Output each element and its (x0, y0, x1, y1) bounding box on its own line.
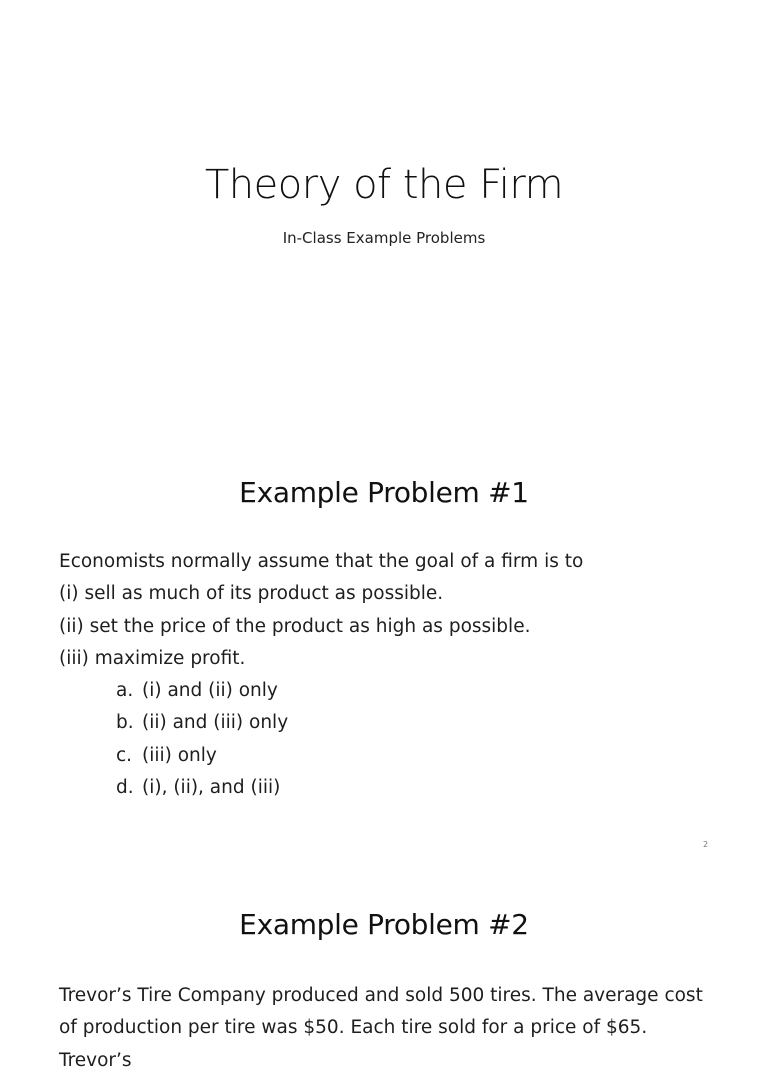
question-paragraph: Trevor’s Tire Company produced and sold 500 tires. The average cost of production per tire was $50. Each tire sold for a price of $65. Trevor’s (59, 985, 703, 1071)
answer-option-a (116, 675, 719, 707)
question-block (59, 546, 719, 804)
question-line: (i) sell as much of its product as possible. (59, 583, 444, 605)
page-number: 2 (703, 840, 709, 849)
option-text: (ii) and (iii) only (142, 712, 289, 734)
question-line: (ii) set the price of the product as high as possible. (59, 615, 531, 637)
slide-heading: Example Problem #2 (239, 908, 529, 941)
answer-option-d (116, 772, 719, 804)
option-letter: d. (116, 777, 134, 799)
example-problem-1-slide (0, 430, 768, 862)
question-block (59, 980, 719, 1077)
option-text: (i) and (ii) only (142, 680, 278, 702)
question-line: Economists normally assume that the goal of a firm is to (59, 551, 584, 572)
option-letter: b. (116, 712, 134, 734)
question-line: (iii) maximize profit. (59, 647, 246, 669)
answer-option-b (116, 707, 719, 739)
answer-option-c (116, 740, 719, 772)
option-text: (iii) only (142, 744, 217, 766)
answer-options (59, 675, 719, 804)
slide-heading: Example Problem #1 (239, 476, 529, 509)
presentation-subtitle: In-Class Example Problems (282, 229, 486, 247)
example-problem-2-slide (0, 862, 768, 1071)
title-slide (0, 0, 768, 420)
presentation-title: Theory of the Firm (204, 162, 564, 208)
option-letter: a. (116, 680, 134, 702)
option-letter: c. (116, 744, 133, 766)
option-text: (i), (ii), and (iii) (142, 777, 281, 799)
